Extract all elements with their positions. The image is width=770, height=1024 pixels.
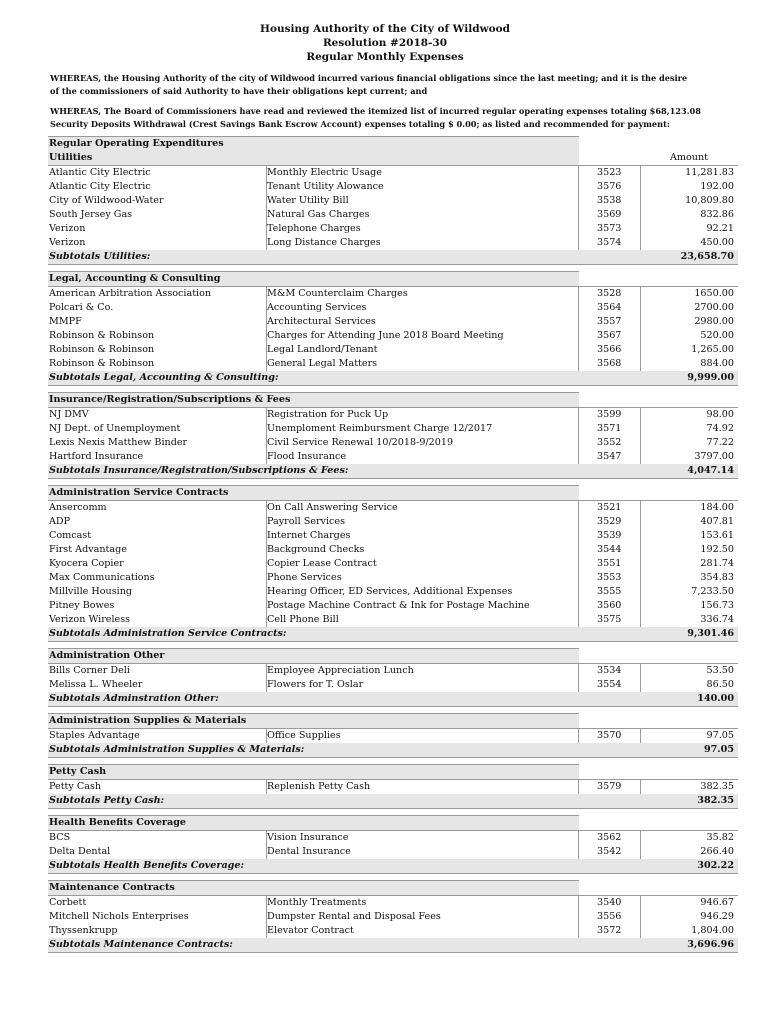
- expense-row: [48, 436, 738, 450]
- description-cell: Natural Gas Charges: [267, 209, 370, 220]
- section-items: [48, 286, 738, 386]
- section-items: [48, 779, 738, 809]
- expense-section: [48, 815, 738, 874]
- amount-cell: 382.35: [700, 781, 734, 792]
- section-title: Insurance/Registration/Subscriptions & Fees: [48, 392, 579, 407]
- code-cell: 3547: [597, 451, 622, 462]
- amount-cell: 98.00: [706, 409, 734, 420]
- code-cell: 3571: [597, 423, 622, 434]
- amount-cell: 92.21: [706, 223, 734, 234]
- description-cell: Office Supplies: [267, 730, 341, 741]
- whereas-1-line-1: WHEREAS, the Housing Authority of the city of Wildwood incurred various financial obligations since the last meeting; and it is the desire: [50, 73, 688, 83]
- expense-row: [48, 236, 738, 250]
- expense-row: [48, 301, 738, 315]
- expense-row: [48, 515, 738, 529]
- vendor-cell: Corbett: [49, 897, 87, 908]
- code-cell: 3562: [597, 832, 622, 843]
- description-cell: Internet Charges: [267, 530, 351, 541]
- amount-cell: 1650.00: [694, 288, 734, 299]
- description-cell: Cell Phone Bill: [267, 614, 339, 625]
- amount-cell: 336.74: [700, 614, 734, 625]
- vendor-cell: Mitchell Nichols Enterprises: [49, 911, 189, 922]
- section-items: [48, 663, 738, 707]
- expense-row: [48, 287, 738, 301]
- description-cell: Replenish Petty Cash: [267, 781, 371, 792]
- expense-row: [48, 845, 738, 859]
- code-cell: 3579: [597, 781, 622, 792]
- vendor-cell: American Arbitration Association: [49, 288, 212, 299]
- expense-row: [48, 543, 738, 557]
- amount-cell: 35.82: [706, 832, 734, 843]
- section-title: Petty Cash: [48, 764, 579, 779]
- expense-row: [48, 501, 738, 515]
- expense-row: [48, 450, 738, 464]
- amount-cell: 156.73: [700, 600, 734, 611]
- amount-cell: 520.00: [700, 330, 734, 341]
- expense-row: [48, 599, 738, 613]
- expense-row: [48, 408, 738, 422]
- code-cell: 3551: [597, 558, 622, 569]
- vendor-cell: Ansercomm: [49, 502, 107, 513]
- description-cell: Tenant Utility Alowance: [267, 181, 384, 192]
- section-title: Utilities: [48, 151, 579, 165]
- expense-section: [48, 648, 738, 707]
- subtotal-label: Subtotals Maintenance Contracts:: [49, 939, 233, 950]
- amount-cell: 97.05: [706, 730, 734, 741]
- expense-row: [48, 613, 738, 627]
- subtotal-row: [48, 464, 738, 478]
- subtotal-label: Subtotals Utilities:: [49, 251, 151, 262]
- expense-row: [48, 222, 738, 236]
- code-cell: 3564: [597, 302, 622, 313]
- whereas-1-line-2: of the commissioners of said Authority to have their obligations kept current; and: [50, 85, 428, 96]
- code-cell: 3567: [597, 330, 622, 341]
- description-cell: Registration for Puck Up: [267, 409, 389, 420]
- amount-cell: 281.74: [700, 558, 734, 569]
- amount-cell: 3797.00: [694, 451, 734, 462]
- code-cell: 3575: [597, 614, 622, 625]
- vendor-cell: Comcast: [49, 530, 92, 541]
- subtotal-value: 140.00: [697, 693, 734, 704]
- description-cell: Flowers for T. Oslar: [267, 679, 364, 690]
- expense-row: [48, 557, 738, 571]
- code-cell: 3528: [597, 288, 622, 299]
- amount-cell: 1,265.00: [691, 344, 734, 355]
- section-title: Maintenance Contracts: [48, 880, 579, 895]
- amount-cell: 86.50: [706, 679, 734, 690]
- expense-section: [48, 485, 738, 642]
- section-items: [48, 728, 738, 758]
- expense-section: [48, 713, 738, 758]
- vendor-cell: Verizon: [49, 237, 86, 248]
- subtotal-row: [48, 938, 738, 952]
- description-cell: Background Checks: [267, 544, 365, 555]
- amount-cell: 74.92: [706, 423, 734, 434]
- section-title: Administration Other: [48, 648, 579, 663]
- vendor-cell: Lexis Nexis Matthew Binder: [49, 437, 188, 448]
- description-cell: On Call Answering Service: [267, 502, 398, 513]
- description-cell: Long Distance Charges: [267, 237, 381, 248]
- table-title: Regular Operating Expenditures: [48, 136, 579, 151]
- whereas-paragraph-2: [50, 105, 750, 130]
- code-cell: 3599: [597, 409, 622, 420]
- code-cell: 3538: [597, 195, 622, 206]
- amount-cell: 153.61: [700, 530, 734, 541]
- vendor-cell: Verizon Wireless: [49, 614, 131, 625]
- expense-row: [48, 166, 738, 180]
- description-cell: Phone Services: [267, 572, 342, 583]
- vendor-cell: Bills Corner Deli: [49, 665, 130, 676]
- subtotal-row: [48, 743, 738, 757]
- expense-section: [48, 271, 738, 386]
- section-items: [48, 500, 738, 642]
- code-cell: 3554: [597, 679, 622, 690]
- subtotal-value: 302.22: [697, 860, 734, 871]
- code-cell: 3566: [597, 344, 622, 355]
- vendor-cell: NJ DMV: [49, 409, 89, 420]
- expense-row: [48, 780, 738, 794]
- amount-cell: 2700.00: [694, 302, 734, 313]
- description-cell: Civil Service Renewal 10/2018-9/2019: [267, 437, 454, 448]
- expense-row: [48, 571, 738, 585]
- amount-cell: 7,233.50: [691, 586, 734, 597]
- description-cell: Copier Lease Contract: [267, 558, 377, 569]
- amount-cell: 884.00: [700, 358, 734, 369]
- vendor-cell: Kyocera Copier: [49, 558, 124, 569]
- amount-cell: 184.00: [700, 502, 734, 513]
- description-cell: Monthly Treatments: [267, 897, 367, 908]
- description-cell: Accounting Services: [267, 302, 367, 313]
- amount-cell: 53.50: [706, 665, 734, 676]
- description-cell: Monthly Electric Usage: [267, 167, 382, 178]
- code-cell: 3574: [597, 237, 622, 248]
- vendor-cell: Hartford Insurance: [49, 451, 144, 462]
- vendor-cell: Verizon: [49, 223, 86, 234]
- resolution-number: Resolution #2018-30: [322, 37, 448, 49]
- subtotal-row: [48, 859, 738, 873]
- description-cell: Architectural Services: [267, 316, 376, 327]
- section-items: [48, 830, 738, 874]
- section-items: [48, 407, 738, 479]
- vendor-cell: Thyssenkrupp: [49, 925, 118, 936]
- description-cell: Dumpster Rental and Disposal Fees: [267, 911, 441, 922]
- section-items: [48, 895, 738, 953]
- description-cell: General Legal Matters: [267, 358, 378, 369]
- vendor-cell: Atlantic City Electric: [49, 167, 151, 178]
- vendor-cell: Polcari & Co.: [49, 302, 114, 313]
- vendor-cell: Max Communications: [49, 572, 155, 583]
- description-cell: Unemploment Reimbursment Charge 12/2017: [267, 423, 493, 434]
- code-cell: 3556: [597, 911, 622, 922]
- subtotal-value: 3,696.96: [687, 939, 734, 950]
- subtotal-label: Subtotals Health Benefits Coverage:: [49, 860, 245, 871]
- vendor-cell: BCS: [49, 832, 71, 843]
- vendor-cell: Delta Dental: [49, 846, 111, 857]
- expense-section: [48, 764, 738, 809]
- description-cell: Legal Landlord/Tenant: [267, 344, 378, 355]
- amount-cell: 11,281.83: [685, 167, 734, 178]
- section-header-row: [48, 151, 738, 165]
- description-cell: Vision Insurance: [267, 832, 349, 843]
- amount-cell: 1,804.00: [691, 925, 734, 936]
- code-cell: 3573: [597, 223, 622, 234]
- expense-row: [48, 910, 738, 924]
- subtotal-label: Subtotals Insurance/Registration/Subscriptions & Fees:: [49, 465, 349, 476]
- code-cell: 3540: [597, 897, 622, 908]
- expense-row: [48, 529, 738, 543]
- code-cell: 3555: [597, 586, 622, 597]
- amount-cell: 266.40: [700, 846, 734, 857]
- description-cell: Elevator Contract: [267, 925, 354, 936]
- expense-row: [48, 924, 738, 938]
- expense-row: [48, 422, 738, 436]
- code-cell: 3557: [597, 316, 622, 327]
- description-cell: Payroll Services: [267, 516, 346, 527]
- expense-row: [48, 194, 738, 208]
- description-cell: Hearing Officer, ED Services, Additional Expenses: [267, 586, 513, 597]
- expense-row: [48, 329, 738, 343]
- expense-row: [48, 831, 738, 845]
- expense-row: [48, 315, 738, 329]
- amount-cell: 946.29: [700, 911, 734, 922]
- amount-cell: 946.67: [700, 897, 734, 908]
- expense-row: [48, 585, 738, 599]
- amount-cell: 77.22: [706, 437, 734, 448]
- subtotal-value: 382.35: [697, 795, 734, 806]
- vendor-cell: South Jersey Gas: [49, 209, 133, 220]
- code-cell: 3534: [597, 665, 622, 676]
- expense-section: [48, 392, 738, 479]
- description-cell: Water Utility Bill: [267, 195, 349, 206]
- code-cell: 3560: [597, 600, 622, 611]
- vendor-cell: Staples Advantage: [49, 730, 140, 741]
- description-cell: Postage Machine Contract & Ink for Postage Machine: [267, 600, 530, 611]
- subtotal-row: [48, 250, 738, 264]
- code-cell: 3529: [597, 516, 622, 527]
- section-title: Health Benefits Coverage: [48, 815, 579, 830]
- code-cell: 3568: [597, 358, 622, 369]
- document-header: [0, 22, 770, 64]
- code-cell: 3552: [597, 437, 622, 448]
- subtotal-row: [48, 371, 738, 385]
- section-items: [48, 165, 738, 265]
- amount-cell: 192.50: [700, 544, 734, 555]
- code-cell: 3572: [597, 925, 622, 936]
- amount-cell: 2980.00: [694, 316, 734, 327]
- vendor-cell: Robinson & Robinson: [49, 330, 155, 341]
- amount-cell: 450.00: [700, 237, 734, 248]
- subtotal-value: 9,301.46: [687, 628, 734, 639]
- subtotal-label: Subtotals Administration Service Contracts:: [49, 628, 287, 639]
- vendor-cell: Melissa L. Wheeler: [49, 679, 143, 690]
- header-title: Housing Authority of the City of Wildwood: [260, 23, 510, 35]
- expense-row: [48, 208, 738, 222]
- vendor-cell: Robinson & Robinson: [49, 358, 155, 369]
- subtotal-value: 23,658.70: [680, 251, 734, 262]
- vendor-cell: Petty Cash: [49, 781, 102, 792]
- description-cell: Charges for Attending June 2018 Board Meeting: [267, 330, 504, 341]
- amount-cell: 10,809.80: [685, 195, 734, 206]
- vendor-cell: MMPF: [49, 316, 82, 327]
- vendor-cell: ADP: [49, 516, 71, 527]
- code-cell: 3539: [597, 530, 622, 541]
- code-cell: 3544: [597, 544, 622, 555]
- description-cell: Dental Insurance: [267, 846, 351, 857]
- header-subtitle: Regular Monthly Expenses: [306, 51, 464, 63]
- expense-row: [48, 729, 738, 743]
- subtotal-label: Subtotals Administration Supplies & Materials:: [49, 744, 305, 755]
- expense-row: [48, 180, 738, 194]
- subtotal-value: 4,047.14: [687, 465, 734, 476]
- code-cell: 3542: [597, 846, 622, 857]
- code-cell: 3576: [597, 181, 622, 192]
- subtotal-label: Subtotals Petty Cash:: [49, 795, 165, 806]
- expense-section: [48, 151, 738, 265]
- amount-column-header: Amount: [669, 152, 708, 163]
- subtotal-label: Subtotals Adminstration Other:: [49, 693, 219, 704]
- subtotal-value: 9,999.00: [687, 372, 734, 383]
- whereas-paragraph-1: [50, 72, 750, 97]
- section-title: Administration Service Contracts: [48, 485, 579, 500]
- vendor-cell: First Advantage: [49, 544, 127, 555]
- code-cell: 3570: [597, 730, 622, 741]
- expense-row: [48, 678, 738, 692]
- expense-row: [48, 664, 738, 678]
- amount-cell: 354.83: [700, 572, 734, 583]
- expense-row: [48, 357, 738, 371]
- amount-cell: 832.86: [700, 209, 734, 220]
- amount-cell: 407.81: [700, 516, 734, 527]
- code-cell: 3553: [597, 572, 622, 583]
- whereas-2-line-1: WHEREAS, The Board of Commissioners have read and reviewed the itemized list of incurred regular operating expenses totaling $68,123.08: [50, 106, 701, 116]
- whereas-2-line-2: Security Deposits Withdrawal (Crest Savings Bank Escrow Account) expenses totaling $ 0.00; as listed and recommended for payment:: [50, 118, 670, 129]
- vendor-cell: NJ Dept. of Unemployment: [49, 423, 181, 434]
- vendor-cell: Pitney Bowes: [49, 600, 115, 611]
- vendor-cell: Robinson & Robinson: [49, 344, 155, 355]
- vendor-cell: Atlantic City Electric: [49, 181, 151, 192]
- code-cell: 3569: [597, 209, 622, 220]
- subtotal-row: [48, 692, 738, 706]
- description-cell: Employee Appreciation Lunch: [267, 665, 414, 676]
- subtotal-label: Subtotals Legal, Accounting & Consulting:: [49, 372, 279, 383]
- expense-row: [48, 343, 738, 357]
- description-cell: Telephone Charges: [267, 223, 361, 234]
- vendor-cell: City of Wildwood-Water: [49, 195, 164, 206]
- expense-row: [48, 896, 738, 910]
- amount-cell: 192.00: [700, 181, 734, 192]
- subtotal-row: [48, 627, 738, 641]
- vendor-cell: Millville Housing: [49, 586, 133, 597]
- section-title: Administration Supplies & Materials: [48, 713, 579, 728]
- expense-section: [48, 880, 738, 953]
- section-title: Legal, Accounting & Consulting: [48, 271, 579, 286]
- code-cell: 3523: [597, 167, 622, 178]
- subtotal-row: [48, 794, 738, 808]
- subtotal-value: 97.05: [703, 744, 734, 755]
- description-cell: M&M Counterclaim Charges: [267, 288, 408, 299]
- expense-table: [48, 136, 738, 959]
- expense-sections: [48, 151, 738, 953]
- description-cell: Flood Insurance: [267, 451, 347, 462]
- code-cell: 3521: [597, 502, 622, 513]
